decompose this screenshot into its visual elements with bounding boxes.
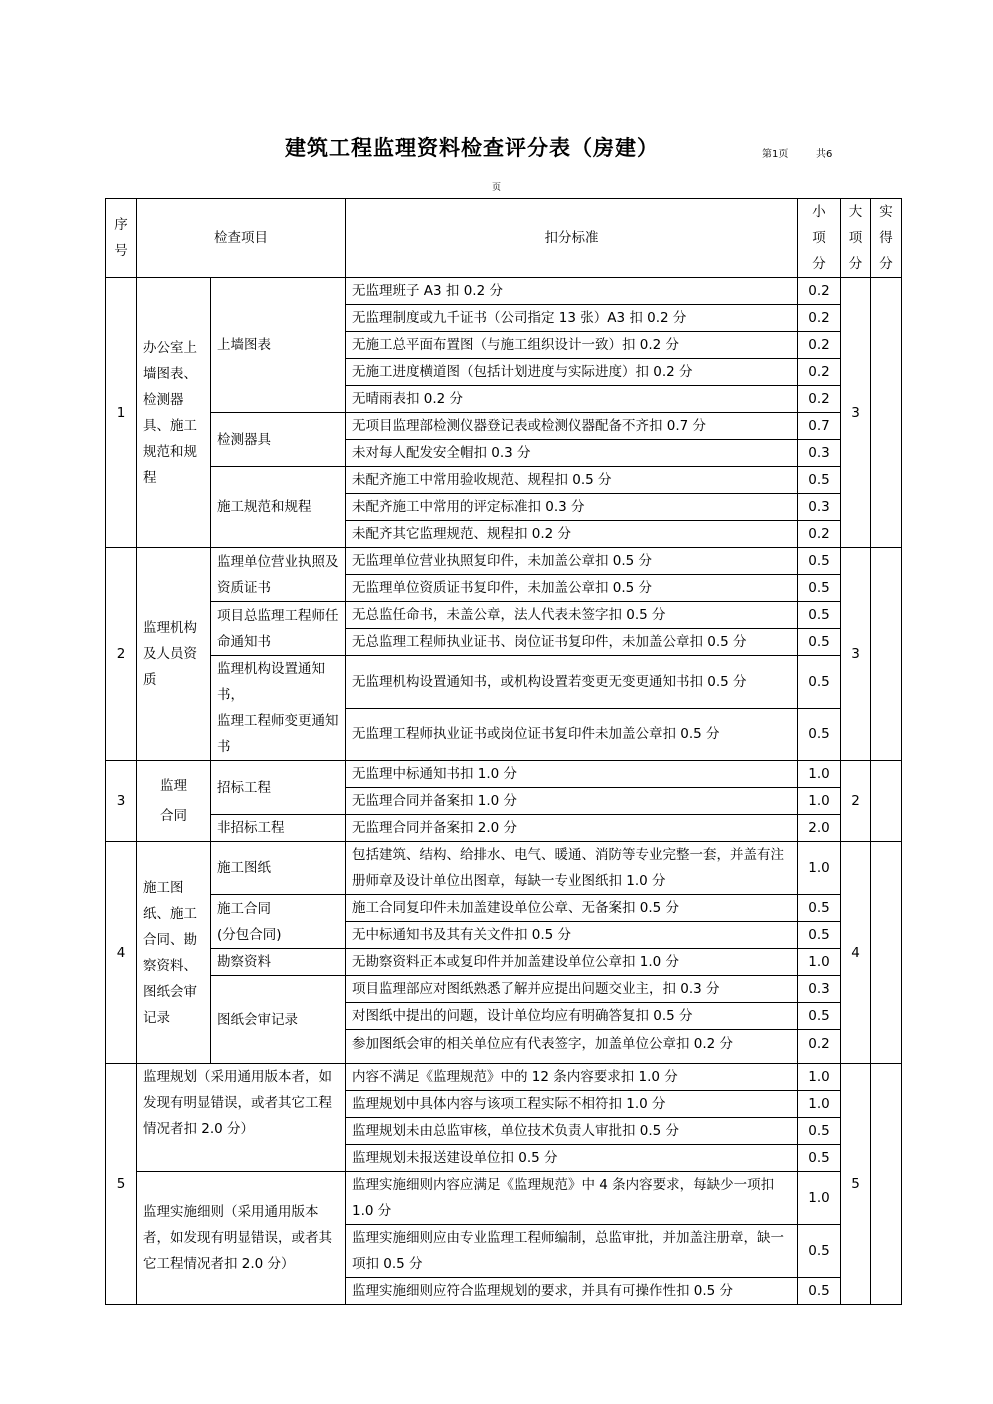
sub-score: 0.3 [798,976,841,1003]
criterion: 无监理合同并备案扣 1.0 分 [346,788,798,815]
table-row [106,1172,902,1225]
table-row [106,548,902,575]
header-item: 检查项目 [137,199,346,278]
section-category: 施工图纸、施工合同、勘察资料、图纸会审记录 [137,842,211,1064]
major-score: 3 [841,548,871,761]
sub-score: 0.5 [798,1003,841,1030]
actual-score-cell[interactable] [871,278,902,548]
table-row [106,842,902,895]
criterion: 对图纸中提出的问题，设计单位均应有明确答复扣 0.5 分 [346,1003,798,1030]
criterion: 包括建筑、结构、给排水、电气、暖通、消防等专业完整一套，并盖有注册师章及设计单位出图章，每缺一专业图纸扣 1.0 分 [346,842,798,895]
section-number: 5 [106,1064,137,1305]
criterion: 无监理中标通知书扣 1.0 分 [346,761,798,788]
group-name-line2: (分包合同) [217,926,282,943]
criterion: 无监理合同并备案扣 2.0 分 [346,815,798,842]
sub-score: 0.5 [798,629,841,656]
table-row [106,815,902,842]
group-name: 勘察资料 [211,949,346,976]
sub-score: 0.7 [798,413,841,440]
sub-score: 1.0 [798,788,841,815]
header-row [106,199,902,278]
sub-score: 0.5 [798,656,841,709]
criterion: 监理实施细则应由专业监理工程师编制，总监审批，并加盖注册章，缺一项扣 0.5 分 [346,1225,798,1278]
criterion: 无监理机构设置通知书，或机构设置若变更无变更通知书扣 0.5 分 [346,656,798,709]
criterion: 无监理工程师执业证书或岗位证书复印件未加盖公章扣 0.5 分 [346,708,798,761]
header-major-score: 大项分 [841,199,871,278]
group-name [211,656,346,761]
sub-score: 1.0 [798,842,841,895]
actual-score-cell[interactable] [871,1064,902,1305]
criterion: 无监理班子 A3 扣 0.2 分 [346,278,798,305]
criterion: 参加图纸会审的相关单位应有代表签字，加盖单位公章扣 0.2 分 [346,1030,798,1064]
table-row [106,976,902,1003]
section-category-line1: 监理 [160,778,187,794]
group-name: 监理单位营业执照及资质证书 [211,548,346,602]
sub-score: 0.5 [798,548,841,575]
criterion: 未对每人配发安全帽扣 0.3 分 [346,440,798,467]
header-actual-score: 实得分 [871,199,902,278]
sub-score: 0.5 [798,1118,841,1145]
sub-score: 0.2 [798,278,841,305]
major-score: 4 [841,842,871,1064]
sub-score: 0.2 [798,305,841,332]
header-criteria: 扣分标准 [346,199,798,278]
criterion: 无施工总平面布置图（与施工组织设计一致）扣 0.2 分 [346,332,798,359]
table-row [106,656,902,709]
major-score: 2 [841,761,871,842]
criterion: 无中标通知书及其有关文件扣 0.5 分 [346,922,798,949]
criterion: 监理规划中具体内容与该项工程实际不相符扣 1.0 分 [346,1091,798,1118]
header-sub-score: 小项分 [798,199,841,278]
table-row [106,602,902,629]
criterion: 未配齐其它监理规范、规程扣 0.2 分 [346,521,798,548]
group-name: 施工图纸 [211,842,346,895]
sub-score: 0.5 [798,467,841,494]
criterion: 无项目监理部检测仪器登记表或检测仪器配备不齐扣 0.7 分 [346,413,798,440]
page-number: 第1页 [762,149,789,160]
criterion: 未配齐施工中常用验收规范、规程扣 0.5 分 [346,467,798,494]
sub-score: 0.2 [798,386,841,413]
group-name: 图纸会审记录 [211,976,346,1064]
table-row [106,895,902,922]
sub-score: 1.0 [798,1172,841,1225]
section-category: 监理机构及人员资质 [137,548,211,761]
group-name-line2: 监理工程师变更通知书 [217,713,339,755]
sub-score: 0.3 [798,494,841,521]
criterion: 施工合同复印件未加盖建设单位公章、无备案扣 0.5 分 [346,895,798,922]
sub-score: 1.0 [798,1064,841,1091]
criterion: 监理实施细则内容应满足《监理规范》中 4 条内容要求，每缺少一项扣 1.0 分 [346,1172,798,1225]
table-row [106,949,902,976]
sub-score: 0.5 [798,895,841,922]
section-category [137,761,211,842]
sub-score: 0.5 [798,1278,841,1305]
major-score: 3 [841,278,871,548]
sub-score: 0.2 [798,359,841,386]
section-number: 4 [106,842,137,1064]
sub-score: 0.3 [798,440,841,467]
section-category-line2: 合同 [160,808,187,824]
group-name: 施工规范和规程 [211,467,346,548]
group-name: 项目总监理工程师任命通知书 [211,602,346,656]
table-row [106,467,902,494]
sub-score: 0.5 [798,602,841,629]
sub-score: 0.5 [798,922,841,949]
criterion: 监理规划未报送建设单位扣 0.5 分 [346,1145,798,1172]
group-name-line1: 监理机构设置通知书， [217,661,325,703]
group-name: 非招标工程 [211,815,346,842]
page-title: 建筑工程监理资料检查评分表（房建） [285,135,659,160]
actual-score-cell[interactable] [871,548,902,761]
criterion: 无监理制度或九千证书（公司指定 13 张）A3 扣 0.2 分 [346,305,798,332]
sub-score: 0.5 [798,708,841,761]
sub-score: 0.5 [798,575,841,602]
section-number: 1 [106,278,137,548]
sub-score: 0.2 [798,332,841,359]
sub-score: 0.5 [798,1225,841,1278]
criterion: 无勘察资料正本或复印件并加盖建设单位公章扣 1.0 分 [346,949,798,976]
sub-score: 0.2 [798,521,841,548]
criterion: 无总监理工程师执业证书、岗位证书复印件，未加盖公章扣 0.5 分 [346,629,798,656]
sub-score: 0.2 [798,1030,841,1064]
sub-score: 0.5 [798,1145,841,1172]
section-number: 3 [106,761,137,842]
table-row [106,1064,902,1091]
group-name: 监理实施细则（采用通用版本者，如发现有明显错误，或者其它工程情况者扣 2.0 分） [137,1172,346,1305]
criterion: 未配齐施工中常用的评定标准扣 0.3 分 [346,494,798,521]
group-name [211,895,346,949]
table-row [106,278,902,305]
criterion: 项目监理部应对图纸熟悉了解并应提出问题交业主，扣 0.3 分 [346,976,798,1003]
sub-score: 1.0 [798,1091,841,1118]
criterion: 内容不满足《监理规范》中的 12 条内容要求扣 1.0 分 [346,1064,798,1091]
sub-score: 2.0 [798,815,841,842]
criterion: 无施工进度横道图（包括计划进度与实际进度）扣 0.2 分 [346,359,798,386]
major-score: 5 [841,1064,871,1305]
sub-score: 1.0 [798,949,841,976]
group-name: 招标工程 [211,761,346,815]
group-name: 监理规划（采用通用版本者，如发现有明显错误，或者其它工程情况者扣 2.0 分） [137,1064,346,1172]
group-name-line1: 施工合同 [217,900,271,917]
actual-score-cell[interactable] [871,842,902,1064]
page-total-unit: 页 [492,183,502,193]
criterion: 无监理单位营业执照复印件，未加盖公章扣 0.5 分 [346,548,798,575]
criterion: 无监理单位资质证书复印件，未加盖公章扣 0.5 分 [346,575,798,602]
section-number: 2 [106,548,137,761]
section-category: 办公室上墙图表、检测器具、施工规范和规程 [137,278,211,548]
page-total: 共6 [816,149,833,160]
score-table [105,198,902,1305]
header-seq: 序号 [106,199,137,278]
sub-score: 1.0 [798,761,841,788]
table-row [106,761,902,788]
table-row [106,413,902,440]
criterion: 无晴雨表扣 0.2 分 [346,386,798,413]
group-name: 检测器具 [211,413,346,467]
criterion: 监理实施细则应符合监理规划的要求，并具有可操作性扣 0.5 分 [346,1278,798,1305]
criterion: 监理规划未由总监审核，单位技术负责人审批扣 0.5 分 [346,1118,798,1145]
criterion: 无总监任命书，未盖公章，法人代表未签字扣 0.5 分 [346,602,798,629]
actual-score-cell[interactable] [871,761,902,842]
group-name: 上墙图表 [211,278,346,413]
